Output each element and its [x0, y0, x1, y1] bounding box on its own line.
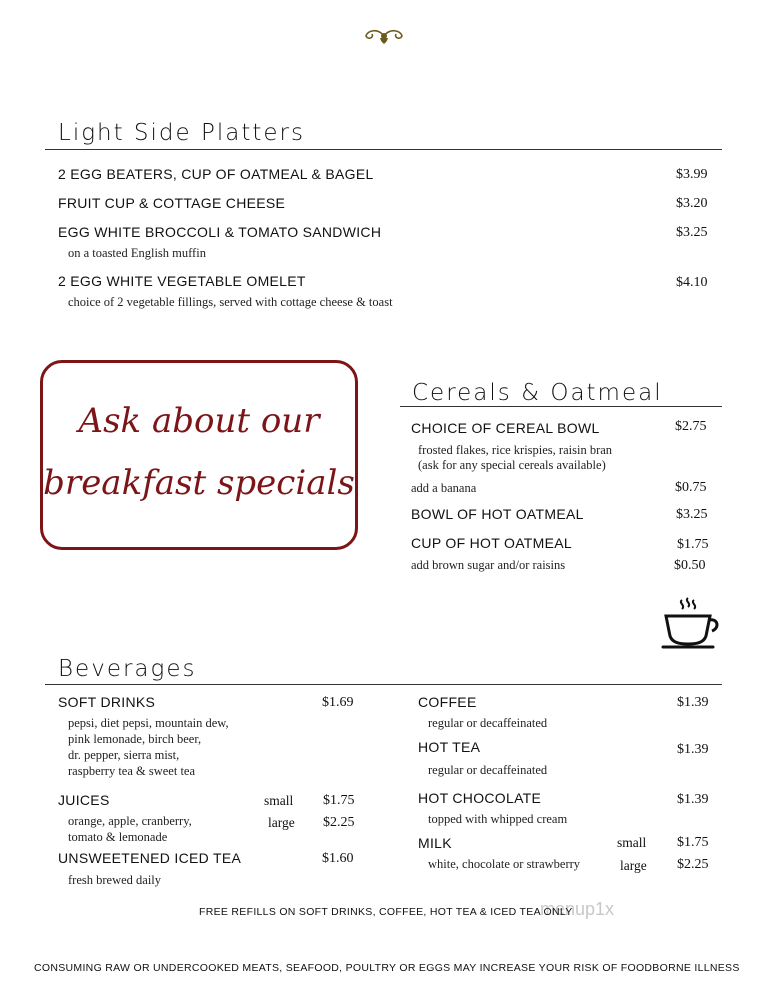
beverage-description: pepsi, diet pepsi, mountain dew,: [68, 716, 229, 730]
size-label: large: [268, 815, 295, 830]
beverage-name: SOFT DRINKS: [58, 694, 156, 710]
beverage-price: $2.25: [323, 815, 355, 830]
menu-item-addon: add brown sugar and/or raisins: [411, 558, 566, 572]
menu-item-name: EGG WHITE BROCCOLI & TOMATO SANDWICH: [58, 224, 382, 240]
beverage-description: raspberry tea & sweet tea: [68, 764, 196, 778]
menu-item-price: $1.75: [677, 537, 709, 552]
beverage-name: MILK: [418, 835, 452, 851]
beverage-description: orange, apple, cranberry,: [68, 814, 192, 828]
menu-item-price: $3.99: [676, 167, 708, 182]
beverage-name: COFFEE: [418, 694, 477, 710]
section-title-light-side: Light Side Platters: [58, 120, 305, 146]
coffee-cup-icon: [660, 596, 722, 652]
menu-item-name: 2 EGG BEATERS, CUP OF OATMEAL & BAGEL: [58, 166, 374, 182]
beverage-price: $2.25: [677, 857, 709, 872]
menu-item-addon: add a banana: [411, 481, 477, 495]
section-divider: [45, 684, 722, 685]
beverage-price: $1.75: [677, 835, 709, 850]
menu-item-name: 2 EGG WHITE VEGETABLE OMELET: [58, 273, 306, 289]
refills-note: FREE REFILLS ON SOFT DRINKS, COFFEE, HOT TEA & ICED TEA ONLY: [199, 906, 573, 918]
beverage-name: JUICES: [58, 792, 110, 808]
menu-item-name: BOWL OF HOT OATMEAL: [411, 506, 584, 522]
beverage-description: fresh brewed daily: [68, 873, 162, 887]
section-divider: [400, 406, 722, 407]
menu-item-description: (ask for any special cereals available): [418, 458, 606, 472]
menu-item-description: choice of 2 vegetable fillings, served with cottage cheese & toast: [68, 295, 393, 309]
promo-line-2: breakfast specials: [43, 463, 355, 503]
beverage-price: $1.39: [677, 695, 709, 710]
section-title-cereals: Cereals & Oatmeal: [412, 380, 663, 406]
menu-item-price: $3.25: [676, 225, 708, 240]
beverage-price: $1.60: [322, 851, 354, 866]
menu-item-price: $3.20: [676, 196, 708, 211]
menu-item-price: $0.50: [674, 558, 706, 573]
menu-item-price: $0.75: [675, 480, 707, 495]
beverage-price: $1.39: [677, 742, 709, 757]
beverage-description: pink lemonade, birch beer,: [68, 732, 202, 746]
menu-item-name: CUP OF HOT OATMEAL: [411, 535, 572, 551]
menu-item-description: frosted flakes, rice krispies, raisin bran: [418, 443, 613, 457]
beverage-name: HOT CHOCOLATE: [418, 790, 542, 806]
menu-item-description: on a toasted English muffin: [68, 246, 206, 260]
breakfast-specials-promo: [40, 360, 358, 550]
size-label: small: [264, 793, 294, 808]
foodborne-illness-disclaimer: CONSUMING RAW OR UNDERCOOKED MEATS, SEAFOOD, POULTRY OR EGGS MAY INCREASE YOUR RISK OF FOODBORNE ILLNESS: [34, 962, 740, 974]
beverage-price: $1.75: [323, 793, 355, 808]
menu-item-price: $4.10: [676, 275, 708, 290]
beverage-description: regular or decaffeinated: [428, 763, 548, 777]
section-divider: [45, 149, 722, 150]
beverage-description: regular or decaffeinated: [428, 716, 548, 730]
size-label: small: [617, 835, 647, 850]
beverage-description: dr. pepper, sierra mist,: [68, 748, 180, 762]
flourish-ornament-icon: [360, 24, 408, 48]
size-label: large: [620, 858, 647, 873]
beverage-description: white, chocolate or strawberry: [428, 857, 581, 871]
menu-item-price: $2.75: [675, 419, 707, 434]
beverage-price: $1.39: [677, 792, 709, 807]
beverage-name: UNSWEETENED ICED TEA: [58, 850, 242, 866]
promo-line-1: Ask about our: [78, 401, 320, 441]
menu-item-name: CHOICE OF CEREAL BOWL: [411, 420, 600, 436]
beverage-description: topped with whipped cream: [428, 812, 568, 826]
section-title-beverages: Beverages: [58, 656, 197, 682]
beverage-name: HOT TEA: [418, 739, 481, 755]
menu-item-price: $3.25: [676, 507, 708, 522]
menu-item-name: FRUIT CUP & COTTAGE CHEESE: [58, 195, 286, 211]
beverage-price: $1.69: [322, 695, 354, 710]
beverage-description: tomato & lemonade: [68, 830, 168, 844]
watermark: menup1x: [540, 899, 615, 919]
